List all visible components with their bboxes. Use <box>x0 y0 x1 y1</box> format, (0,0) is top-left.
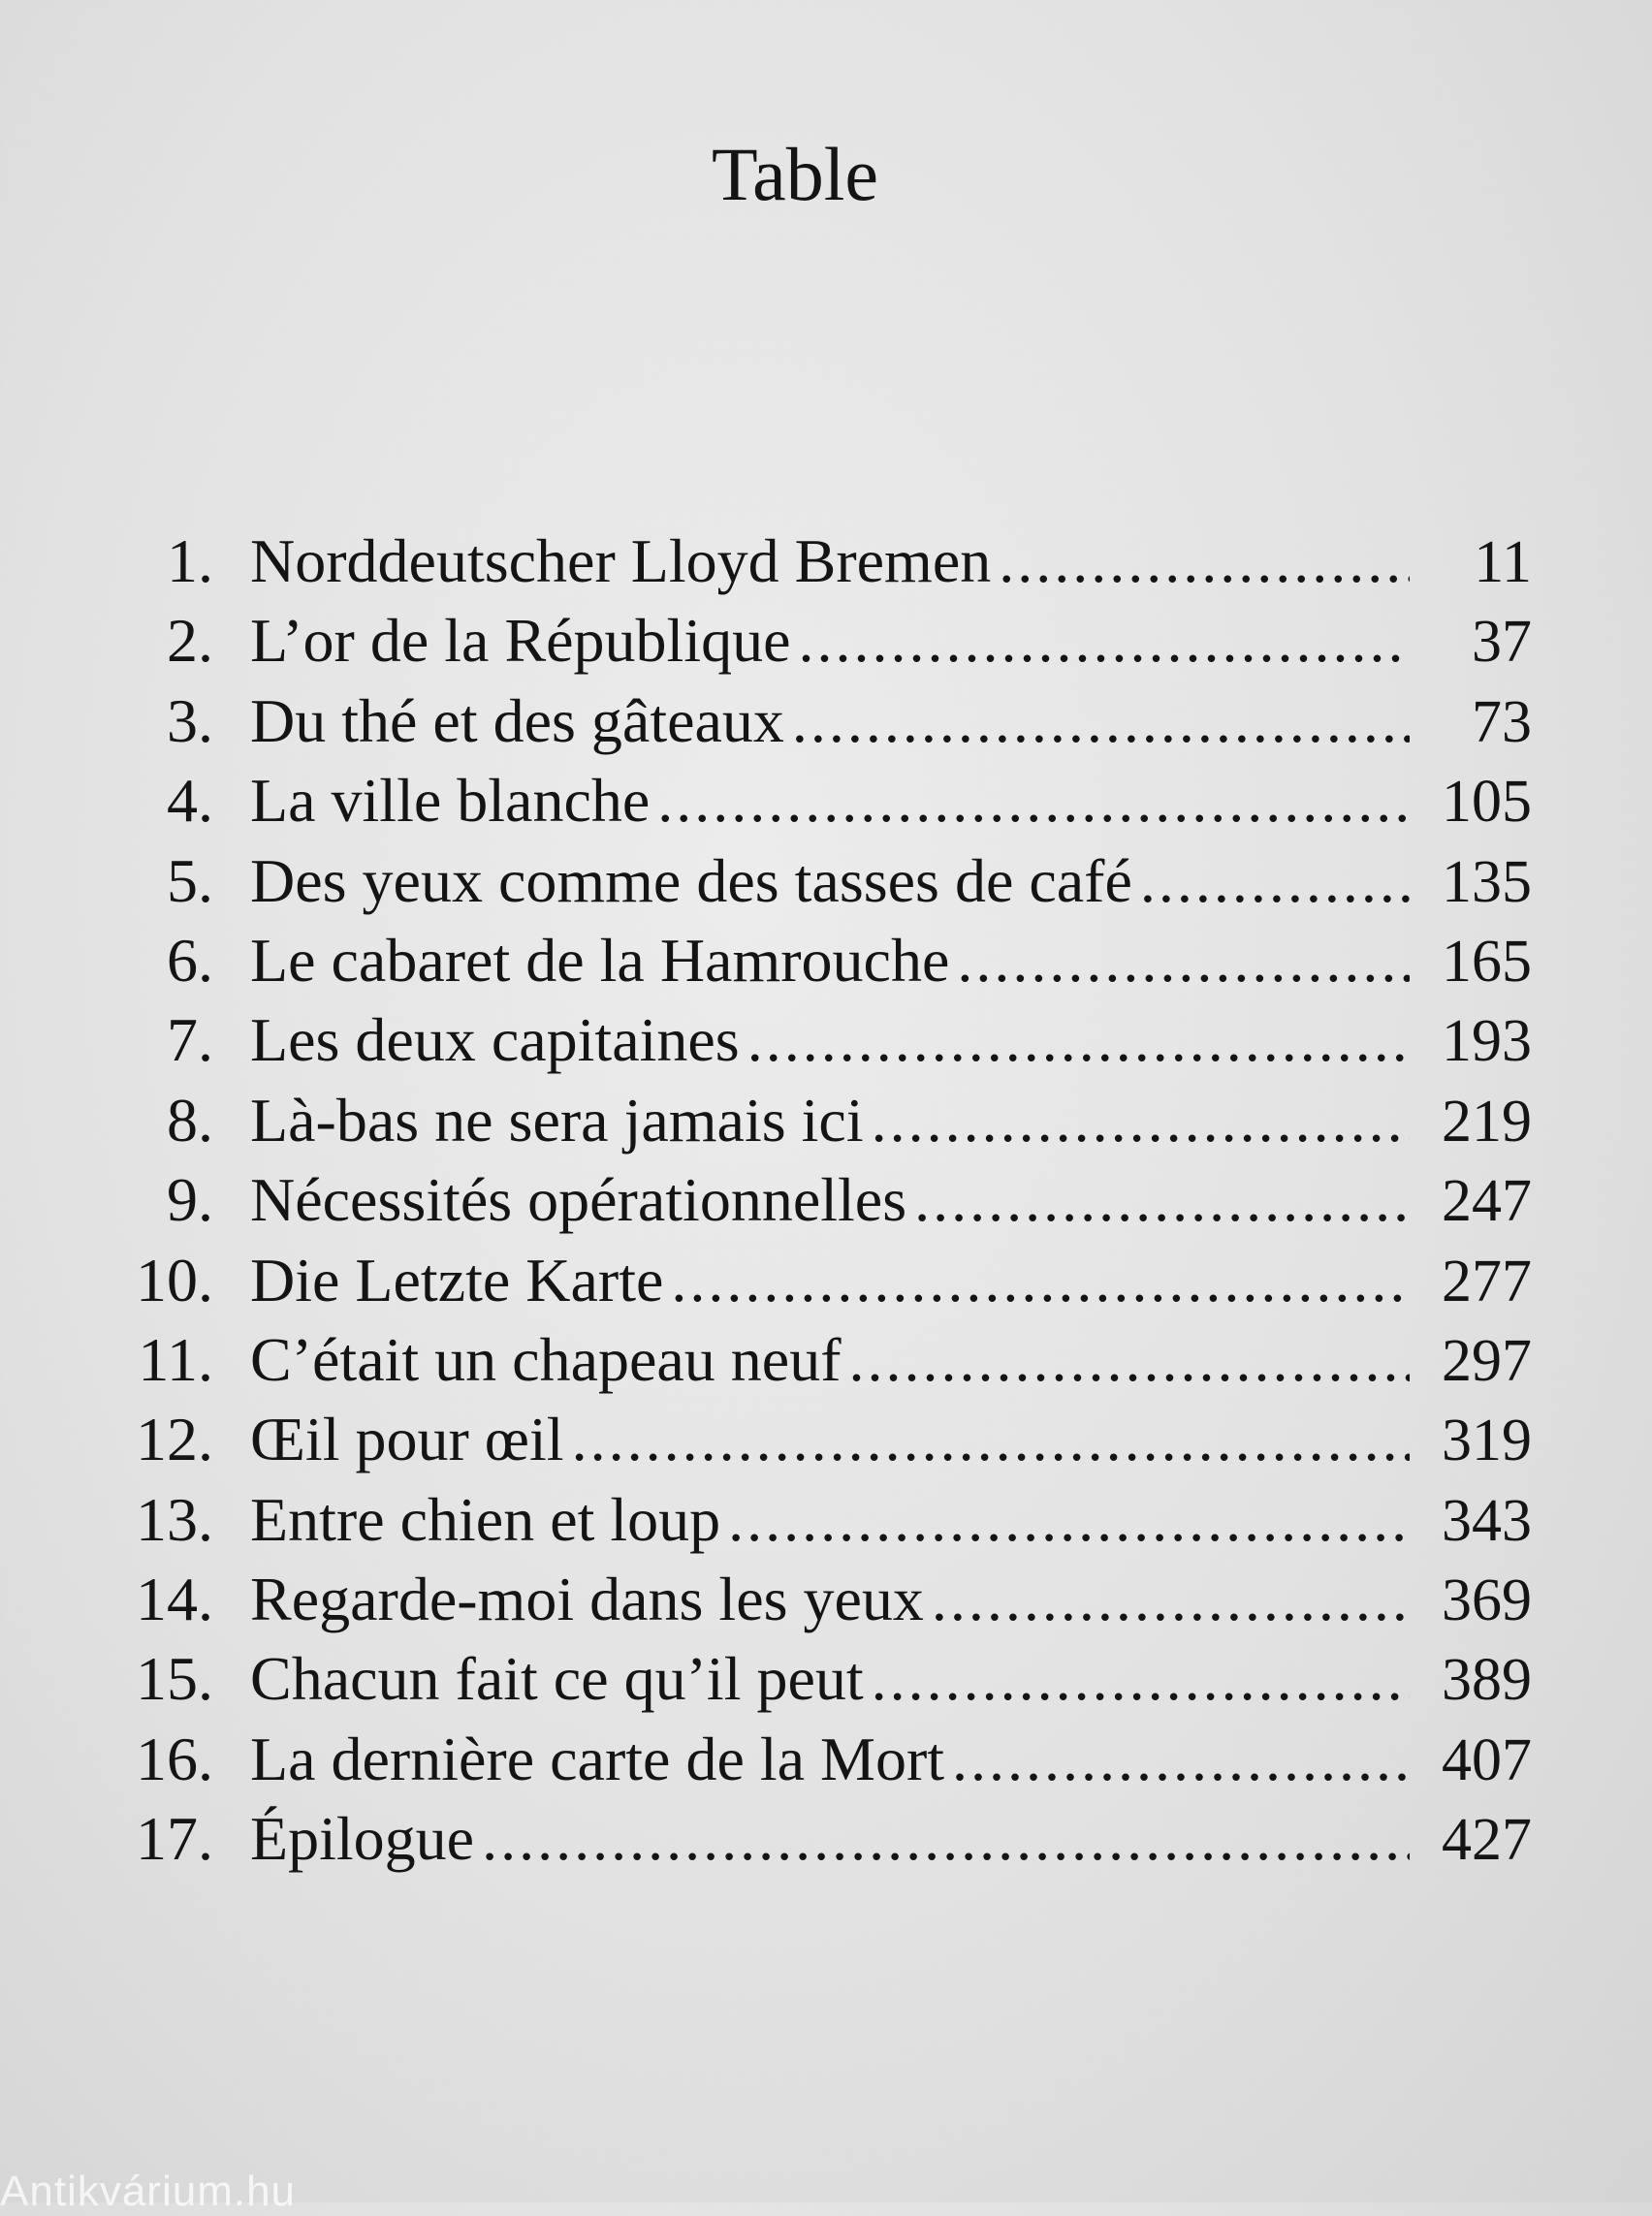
chapter-title: Là-bas ne sera jamais ici <box>250 1085 864 1155</box>
page-number: 247 <box>1442 1168 1532 1235</box>
toc-entry <box>97 921 1532 1000</box>
chapter-number: 5. <box>167 845 213 915</box>
dot-leader <box>932 1560 1410 1639</box>
chapter-number: 8. <box>167 1085 213 1155</box>
page-number: 11 <box>1474 529 1532 595</box>
chapter-title: Norddeutscher Lloyd Bremen <box>250 526 992 595</box>
chapter-number: 11. <box>138 1324 213 1394</box>
toc-entry <box>97 601 1532 681</box>
toc-entry <box>97 1081 1532 1160</box>
chapter-number: 15. <box>136 1644 213 1714</box>
dot-leader <box>872 1081 1410 1160</box>
dot-leader <box>872 1639 1410 1719</box>
toc-entry <box>97 841 1532 921</box>
dot-leader <box>952 1720 1410 1799</box>
chapter-title: Regarde-moi dans les yeux <box>250 1565 924 1634</box>
page-number: 407 <box>1442 1726 1532 1793</box>
page-number: 277 <box>1442 1248 1532 1314</box>
chapter-title: Les deux capitaines <box>250 1005 740 1075</box>
toc-entry <box>97 1720 1532 1799</box>
chapter-number: 7. <box>167 1005 213 1075</box>
watermark: Antikvárium.hu <box>0 2168 297 2215</box>
table-of-contents <box>97 522 1532 1880</box>
chapter-number: 4. <box>167 766 213 836</box>
chapter-title: Du thé et des gâteaux <box>250 685 784 755</box>
dot-leader <box>482 1799 1410 1879</box>
toc-entry <box>97 1320 1532 1400</box>
page-number: 135 <box>1442 848 1532 915</box>
page-number: 427 <box>1442 1807 1532 1874</box>
page-number: 37 <box>1472 609 1532 676</box>
dot-leader <box>728 1480 1410 1560</box>
page-number: 389 <box>1442 1647 1532 1714</box>
page-title: Table <box>711 132 879 216</box>
chapter-title: L’or de la République <box>250 606 791 676</box>
toc-entry <box>97 1241 1532 1320</box>
toc-entry <box>97 1000 1532 1080</box>
dot-leader <box>671 1241 1410 1320</box>
toc-entry <box>97 681 1532 761</box>
toc-entry <box>97 1799 1532 1879</box>
chapter-number: 10. <box>136 1245 213 1314</box>
chapter-number: 17. <box>136 1804 213 1874</box>
page-number: 343 <box>1442 1487 1532 1554</box>
chapter-number: 6. <box>167 925 213 995</box>
dot-leader <box>914 1160 1410 1240</box>
page-number: 73 <box>1472 688 1532 755</box>
chapter-title: Œil pour œil <box>250 1405 564 1474</box>
dot-leader <box>572 1400 1410 1479</box>
toc-entry <box>97 1400 1532 1479</box>
chapter-title: La dernière carte de la Mort <box>250 1724 945 1793</box>
chapter-title: Nécessités opérationnelles <box>250 1165 907 1235</box>
chapter-number: 1. <box>167 526 213 595</box>
toc-entry <box>97 761 1532 840</box>
chapter-title: Des yeux comme des tasses de café <box>250 845 1132 915</box>
dot-leader <box>957 921 1410 1000</box>
dot-leader <box>657 761 1410 840</box>
page-number: 219 <box>1442 1088 1532 1155</box>
chapter-number: 14. <box>136 1565 213 1634</box>
chapter-number: 9. <box>167 1165 213 1235</box>
chapter-title: La ville blanche <box>250 766 651 836</box>
chapter-title: Le cabaret de la Hamrouche <box>250 925 950 995</box>
toc-entry <box>97 1639 1532 1719</box>
dot-leader <box>999 522 1410 601</box>
page-number: 165 <box>1442 928 1532 995</box>
chapter-number: 13. <box>136 1484 213 1554</box>
page-number: 105 <box>1442 769 1532 836</box>
chapter-title: Chacun fait ce qu’il peut <box>250 1644 864 1714</box>
chapter-number: 12. <box>136 1405 213 1474</box>
chapter-number: 3. <box>167 685 213 755</box>
dot-leader <box>792 681 1410 761</box>
chapter-number: 16. <box>136 1724 213 1793</box>
chapter-title: C’était un chapeau neuf <box>250 1324 842 1394</box>
toc-entry <box>97 1480 1532 1560</box>
chapter-title: Entre chien et loup <box>250 1484 721 1554</box>
page-number: 369 <box>1442 1567 1532 1634</box>
page-number: 297 <box>1442 1327 1532 1394</box>
page-number: 193 <box>1442 1008 1532 1075</box>
toc-entry <box>97 1160 1532 1240</box>
page-number: 319 <box>1442 1408 1532 1474</box>
dot-leader <box>799 601 1411 681</box>
dot-leader <box>1140 841 1410 921</box>
chapter-title: Die Letzte Karte <box>250 1245 664 1314</box>
toc-entry <box>97 522 1532 601</box>
chapter-number: 2. <box>167 606 213 676</box>
dot-leader <box>849 1320 1411 1400</box>
dot-leader <box>747 1000 1410 1080</box>
toc-entry <box>97 1560 1532 1639</box>
chapter-title: Épilogue <box>250 1804 475 1874</box>
